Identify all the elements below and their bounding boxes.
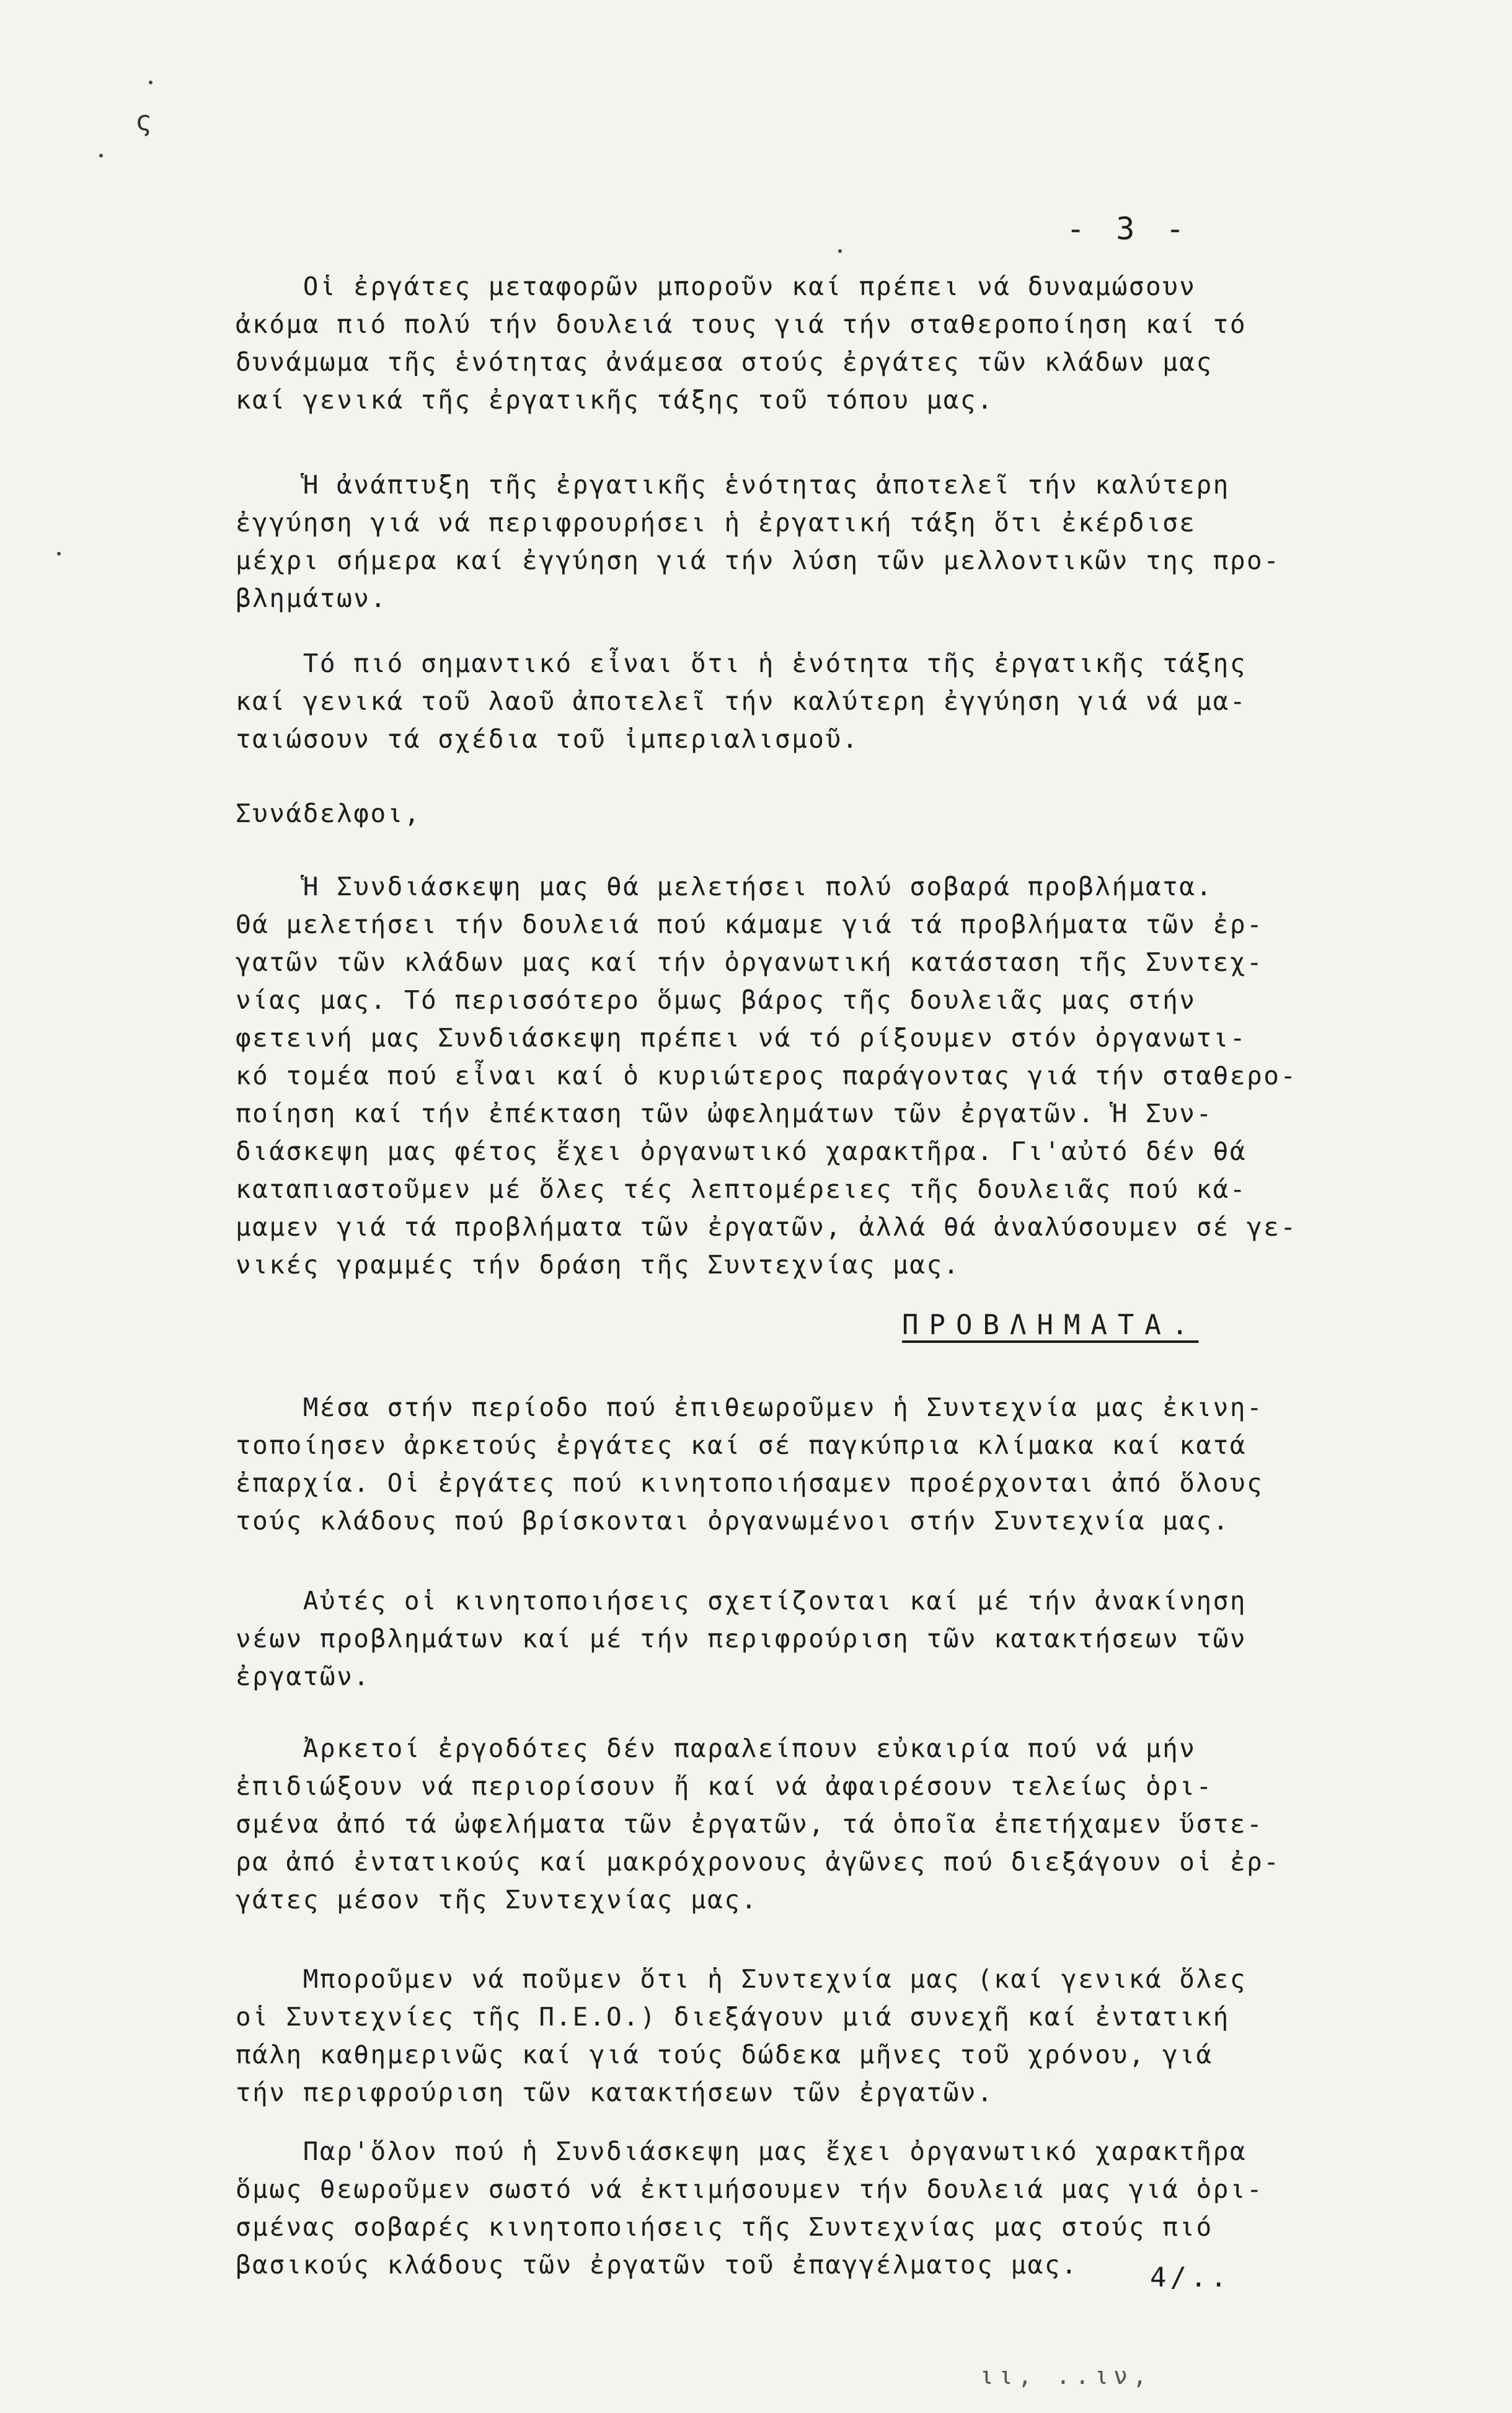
- paragraph: [236, 1960, 1413, 2112]
- paragraph: [236, 645, 1413, 758]
- text-line: ἐπιδιώξουν νά περιορίσουν ἤ καί νά ἀφαιρέσουν τελείως ὁρι-: [236, 1771, 1213, 1801]
- text-line: βλημάτων.: [236, 583, 387, 613]
- paragraph: [236, 1582, 1413, 1696]
- text-line: πάλη καθημερινῶς καί γιά τούς δώδεκα μῆνες τοῦ χρόνου, γιά: [236, 2040, 1213, 2070]
- ink-speck: [149, 81, 153, 84]
- bottom-fragment: ιι, ..ιν,: [979, 2362, 1152, 2389]
- text-line: Ἀρκετοί ἐργοδότες δέν παραλείπουν εὐκαιρία πού νά μήν: [236, 1733, 1196, 1763]
- text-line: Τό πιό σημαντικό εἶναι ὅτι ἡ ἑνότητα τῆς ἐργατικῆς τάξης: [236, 649, 1247, 678]
- text-line: ὅμως θεωροῦμεν σωστό νά ἐκτιμήσουμεν τήν δουλειά μας γιά ὁρι-: [236, 2174, 1264, 2204]
- ink-speck: [99, 154, 103, 157]
- text-line: σμένας σοβαρές κινητοποιήσεις τῆς Συντεχνίας μας στούς πιό: [236, 2212, 1213, 2242]
- text-line: καταπιαστοῦμεν μέ ὅλες τές λεπτομέρειες τῆς δουλειᾶς πού κά-: [236, 1174, 1247, 1204]
- paragraph: [236, 1730, 1413, 1919]
- text-line: φετεινή μας Συνδιάσκεψη πρέπει νά τό ρίξουμεν στόν ὀργανωτι-: [236, 1023, 1247, 1053]
- paragraph: [236, 1389, 1413, 1540]
- salutation: [236, 795, 1413, 833]
- text-line: καί γενικά τοῦ λαοῦ ἀποτελεῖ τήν καλύτερη ἐγγύηση γιά νά μα-: [236, 686, 1247, 716]
- ink-speck: [838, 249, 842, 253]
- text-line: καί γενικά τῆς ἐργατικῆς τάξης τοῦ τόπου μας.: [236, 385, 994, 415]
- paragraph: [236, 268, 1413, 419]
- text-line: Οἱ ἐργάτες μεταφορῶν μποροῦν καί πρέπει νά δυναμώσουν: [236, 272, 1196, 301]
- text-line: δυνάμωμα τῆς ἑνότητας ἀνάμεσα στούς ἐργάτες τῶν κλάδων μας: [236, 347, 1213, 377]
- text-line: μέχρι σήμερα καί ἐγγύηση γιά τήν λύση τῶν μελλοντικῶν της προ-: [236, 546, 1281, 575]
- text-line: Ἡ Συνδιάσκεψη μας θά μελετήσει πολύ σοβαρά προβλήματα.: [236, 872, 1213, 901]
- text-line: Ἡ ἀνάπτυξη τῆς ἐργατικῆς ἑνότητας ἀποτελεῖ τήν καλύτερη: [236, 470, 1230, 500]
- text-line: σμένα ἀπό τά ὠφελήματα τῶν ἐργατῶν, τά ὁποῖα ἐπετήχαμεν ὕστε-: [236, 1809, 1264, 1839]
- text-line: ἐργατῶν.: [236, 1662, 371, 1691]
- section-heading: ΠΡΟΒΛΗΜΑΤΑ.: [902, 1309, 1199, 1341]
- text-line: τοποίησεν ἀρκετούς ἐργάτες καί σέ παγκύπρια κλίμακα καί κατά: [236, 1430, 1247, 1460]
- text-line: τούς κλάδους πού βρίσκονται ὀργανωμένοι στήν Συντεχνία μας.: [236, 1506, 1230, 1536]
- text-line: ἐπαρχία. Οἱ ἐργάτες πού κινητοποιήσαμεν προέρχονται ἀπό ὅλους: [236, 1468, 1264, 1498]
- ink-speck: [57, 552, 61, 556]
- text-line: νικές γραμμές τήν δράση τῆς Συντεχνίας μας.: [236, 1250, 960, 1280]
- paragraph: [236, 2133, 1413, 2284]
- text-line: τήν περιφρούριση τῶν κατακτήσεων τῶν ἐργατῶν.: [236, 2078, 994, 2107]
- text-line: διάσκεψη μας φέτος ἔχει ὀργανωτικό χαρακτῆρα. Γι'αὐτό δέν θά: [236, 1136, 1247, 1166]
- text-line: Μέσα στήν περίοδο πού ἐπιθεωροῦμεν ἡ Συντεχνία μας ἐκινη-: [236, 1392, 1264, 1422]
- text-line: ἀκόμα πιό πολύ τήν δουλειά τους γιά τήν σταθεροποίηση καί τό: [236, 309, 1247, 339]
- text-line: βασικούς κλάδους τῶν ἐργατῶν τοῦ ἐπαγγέλματος μας.: [236, 2250, 1079, 2280]
- continuation-marker: 4/..: [1150, 2262, 1231, 2293]
- text-line: ἐγγύηση γιά νά περιφρουρήσει ἡ ἐργατική τάξη ὅτι ἐκέρδισε: [236, 508, 1196, 538]
- paragraph: [236, 868, 1413, 1284]
- paragraph: [236, 466, 1413, 618]
- text-line: οἱ Συντεχνίες τῆς Π.Ε.Ο.) διεξάγουν μιά συνεχῆ καί ἐντατική: [236, 2002, 1230, 2032]
- text-line: νίας μας. Τό περισσότερο ὅμως βάρος τῆς δουλειᾶς μας στήν: [236, 985, 1196, 1015]
- page-number: - 3 -: [1066, 211, 1191, 247]
- text-line: νέων προβλημάτων καί μέ τήν περιφρούριση τῶν κατακτήσεων τῶν: [236, 1624, 1247, 1654]
- margin-mark: ς: [135, 105, 152, 137]
- text-line: Αὐτές οἱ κινητοποιήσεις σχετίζονται καί μέ τήν ἀνακίνηση: [236, 1586, 1247, 1616]
- text-line: Μποροῦμεν νά ποῦμεν ὅτι ἡ Συντεχνία μας (καί γενικά ὅλες: [236, 1964, 1247, 1994]
- text-line: κό τομέα πού εἶναι καί ὁ κυριώτερος παράγοντας γιά τήν σταθερο-: [236, 1061, 1298, 1091]
- text-line: ταιώσουν τά σχέδια τοῦ ἰμπεριαλισμοῦ.: [236, 724, 859, 754]
- text-line: Παρ'ὅλον πού ἡ Συνδιάσκεψη μας ἔχει ὀργανωτικό χαρακτῆρα: [236, 2136, 1247, 2166]
- text-line: μαμεν γιά τά προβλήματα τῶν ἐργατῶν, ἀλλά θά ἀναλύσουμεν σέ γε-: [236, 1212, 1298, 1242]
- text-line: γατῶν τῶν κλάδων μας καί τήν ὀργανωτική κατάσταση τῆς Συντεχ-: [236, 947, 1264, 977]
- text-line: Συνάδελφοι,: [236, 799, 422, 828]
- text-line: Θά μελετήσει τήν δουλειά πού κάμαμε γιά τά προβλήματα τῶν ἐρ-: [236, 910, 1264, 939]
- text-line: γάτες μέσον τῆς Συντεχνίας μας.: [236, 1885, 758, 1915]
- text-line: ποίηση καί τήν ἐπέκταση τῶν ὠφελημάτων τῶν ἐργατῶν. Ἡ Συν-: [236, 1099, 1213, 1128]
- text-line: ρα ἀπό ἐντατικούς καί μακρόχρονους ἀγῶνες πού διεξάγουν οἱ ἐρ-: [236, 1847, 1281, 1877]
